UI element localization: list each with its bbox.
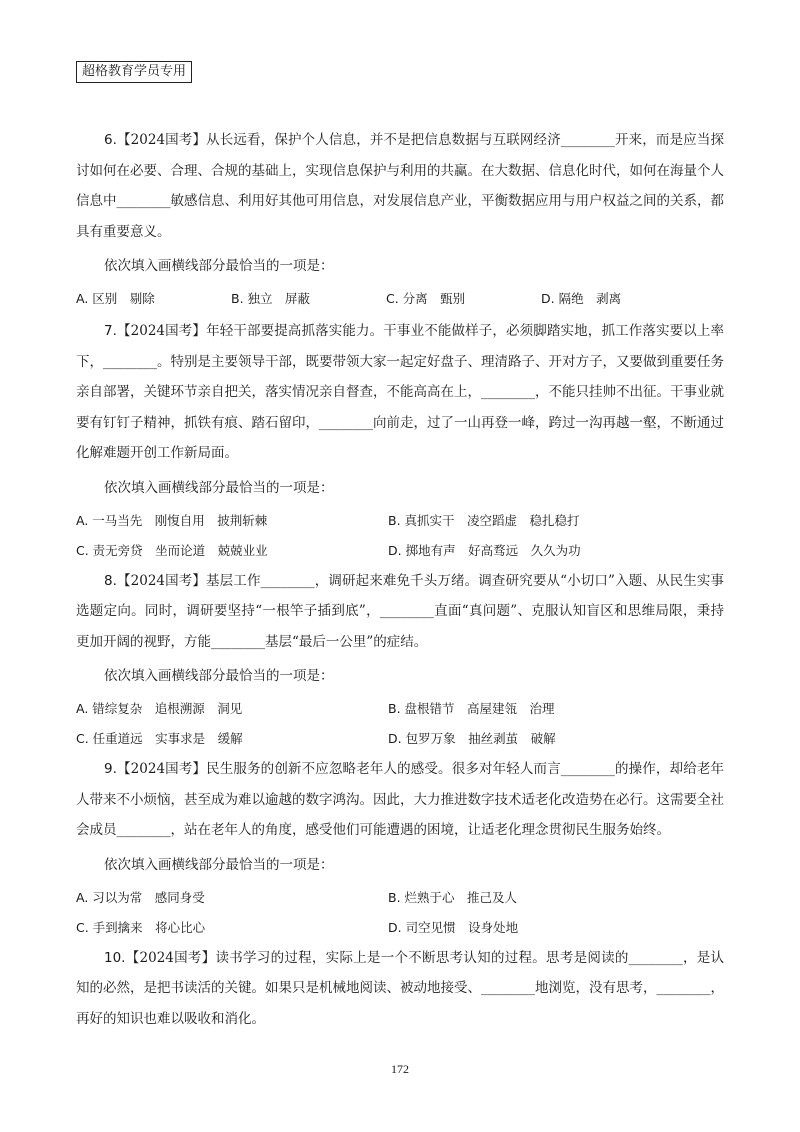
option-d[interactable]: D. 司空见惯 设身处地: [388, 919, 519, 935]
question-6: [76, 125, 724, 314]
option-d[interactable]: D. 隔绝 剥离: [541, 291, 622, 306]
option-a[interactable]: A. 一马当先 刚愎自用 披荆斩棘: [76, 512, 268, 528]
question-number: 8.: [104, 572, 117, 589]
question-text: 民生服务的创新不应忽略老年人的感受。很多对年轻人而言________的操作，却给老年人带来不小烦恼，甚至成为难以逾越的数字鸿沟。因此，大力推进数字技术适老化改造势在必行。这需要全社会成员________，站在老年人的角度，感受他们可能遭遇的困境，让适老化理念贯彻民生服务始终。: [76, 761, 724, 838]
option-b[interactable]: B. 独立 屏蔽: [231, 291, 311, 306]
question-prompt: 依次填入画横线部分最恰当的一项是：: [104, 258, 334, 274]
question-7: [76, 316, 724, 566]
question-text: 从长远看，保护个人信息，并不是把信息数据与互联网经济________开来，而是应当探讨如何在必要、合理、合规的基础上，实现信息保护与利用的共赢。在大数据、信息化时代，如何在海量个人信息中________敏感信息、利用好其他可用信息，对发展信息产业，平衡数据应用与用户权益之间的关系，都具有重要意义。: [76, 132, 724, 240]
question-text: 读书学习的过程，实际上是一个不断思考认知的过程。思考是阅读的________，是认知的必然，是把书读活的关键。如果只是机械地阅读、被动地接受、________地浏览，没有思考，________，再好的知识也难以吸收和消化。: [76, 949, 725, 1027]
option-row: [76, 284, 724, 314]
header-label: 超格教育学员专用: [76, 61, 192, 83]
option-c[interactable]: C. 责无旁贷 坐而论道 兢兢业业: [76, 542, 268, 558]
question-8: [76, 566, 724, 755]
question-9: [76, 754, 724, 943]
question-10-stem: [76, 943, 724, 1035]
question-source: 【2024国考】: [116, 572, 207, 589]
option-a[interactable]: A. 错综复杂 追根溯源 洞见: [76, 701, 243, 716]
option-c[interactable]: C. 手到擒来 将心比心: [76, 919, 206, 935]
question-prompt: 依次填入画横线部分最恰当的一项是：: [104, 856, 334, 873]
question-7-stem: [76, 316, 724, 469]
option-row: [76, 694, 724, 724]
option-b[interactable]: B. 盘根错节 高屋建瓴 治理: [388, 701, 555, 716]
option-a[interactable]: A. 区别 剔除: [76, 291, 155, 306]
option-row: [76, 724, 724, 754]
question-9-stem: [76, 754, 724, 846]
question-8-stem: [76, 566, 724, 658]
question-list: [76, 125, 724, 1034]
question-source: 【2024国考】: [116, 761, 207, 777]
option-row: [76, 913, 724, 943]
question-prompt: 依次填入画横线部分最恰当的一项是：: [104, 479, 334, 496]
question-number: 9.: [104, 761, 117, 777]
option-c[interactable]: C. 分离 甄别: [386, 291, 466, 306]
question-number: 6.: [104, 132, 117, 148]
option-b[interactable]: B. 真抓实干 凌空蹈虚 稳扎稳打: [388, 512, 580, 528]
option-c[interactable]: C. 任重道远 实事求是 缓解: [76, 731, 243, 746]
question-text: 年轻干部要提高抓落实能力。干事业不能做样子，必须脚踏实地，抓工作落实要以上率下，________。特别是主要领导干部，既要带领大家一起定好盘子、理清路子、开对方子，又要做到重要任务亲自部署，关键环节亲自把关，落实情况亲自督查，不能高高在上，________，不能只挂帅不出征。干事业就要有钉钉子精神，抓铁有痕、踏石留印，________向前走，过了一山再登一峰，跨过一沟再越一壑，不断通过化解难题开创工作新局面。: [76, 323, 725, 461]
option-a[interactable]: A. 习以为常 感同身受: [76, 889, 205, 905]
option-row: [76, 883, 724, 913]
question-source: 【2024国考】: [116, 323, 207, 339]
option-row: [76, 536, 724, 566]
question-10: [76, 943, 724, 1035]
question-source: 【2024国考】: [125, 949, 216, 966]
option-d[interactable]: D. 掷地有声 好高骛远 久久为功: [388, 542, 581, 558]
option-d[interactable]: D. 包罗万象 抽丝剥茧 破解: [388, 731, 556, 746]
page-number: 172: [391, 1062, 409, 1076]
option-b[interactable]: B. 烂熟于心 推己及人: [388, 889, 518, 905]
option-row: [76, 506, 724, 536]
question-number: 10.: [104, 949, 126, 966]
question-number: 7.: [104, 323, 117, 339]
question-6-stem: [76, 125, 724, 247]
question-prompt: 依次填入画横线部分最恰当的一项是：: [104, 668, 334, 684]
question-text: 基层工作________，调研起来难免千头万绪。调查研究要从“小切口”入题、从民生实事选题定向。同时，调研要坚持“一根竿子插到底”，________直面“真问题”、克服认知盲区和思维局限，秉持更加开阔的视野，方能________基层“最后一公里”的症结。: [76, 572, 724, 650]
question-source: 【2024国考】: [116, 132, 207, 148]
